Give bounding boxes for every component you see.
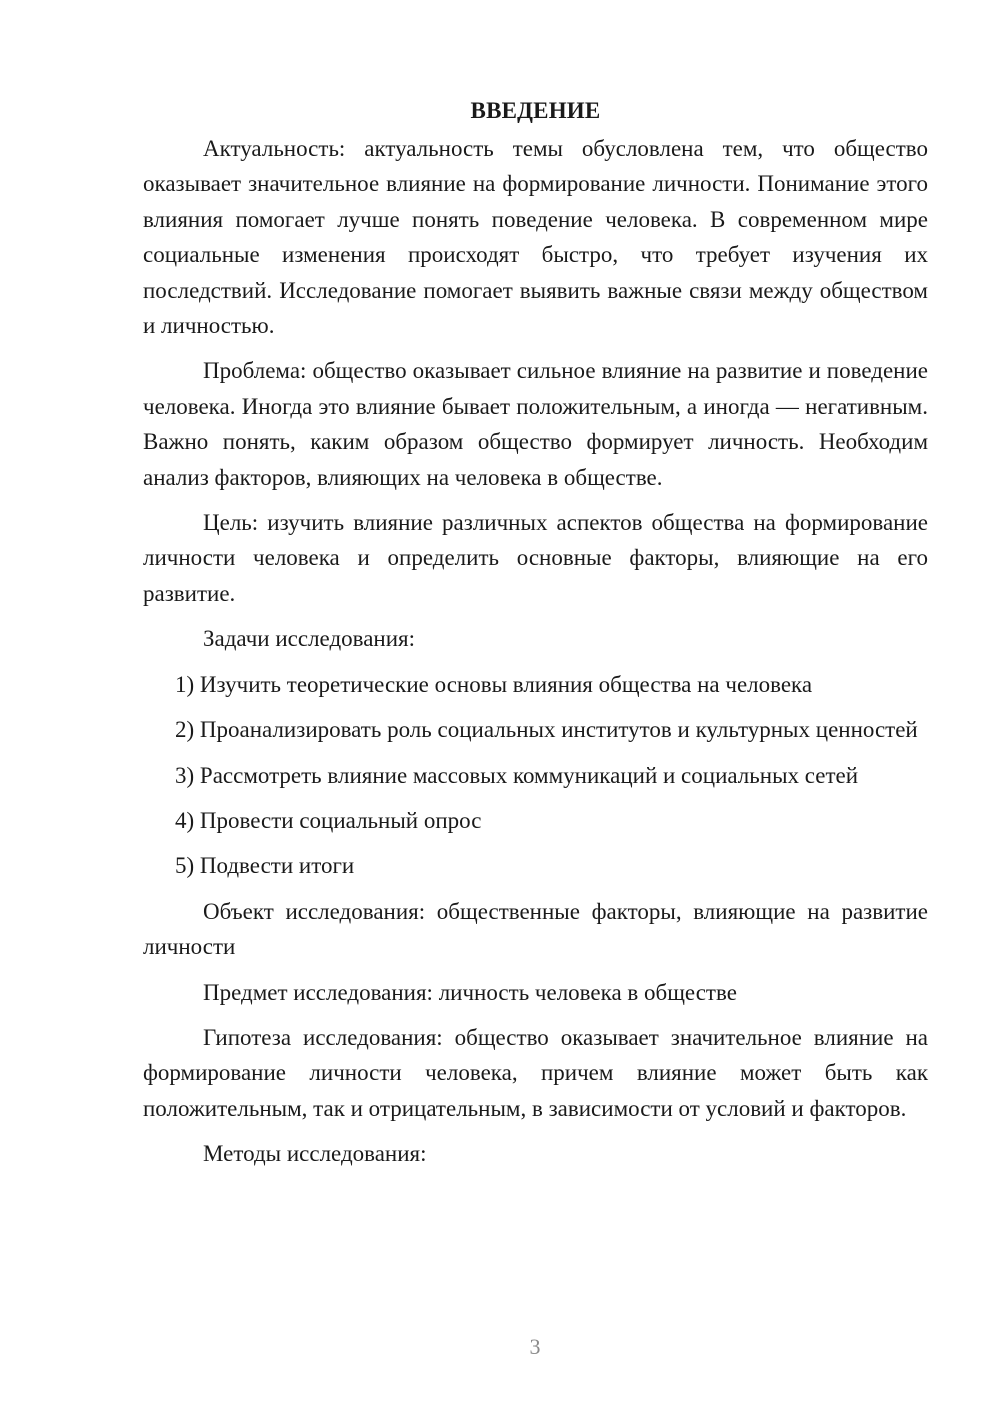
relevance-paragraph: Актуальность: актуальность темы обусловлена тем, что общество оказывает значительное влияние на формирование личности. Понимание этого влияния помогает лучше понять поведение человека. В современном мире социальные изменения происходят быстро, что требует изучения их последствий. Исследование помогает выявить важные связи между обществом и личностью. xyxy=(143,136,928,339)
page-content xyxy=(143,93,928,1182)
task-item: 2) Проанализировать роль социальных институтов и культурных ценностей xyxy=(175,717,918,743)
task-item: 1) Изучить теоретические основы влияния общества на человека xyxy=(175,671,813,697)
page-number: 3 xyxy=(529,1334,541,1359)
tasks-title: Задачи исследования: xyxy=(203,626,416,652)
task-item: 5) Подвести итоги xyxy=(175,853,355,879)
section-heading: ВВЕДЕНИЕ xyxy=(470,98,601,123)
object-paragraph: Объект исследования: общественные факторы, влияющие на развитие личности xyxy=(143,898,928,960)
subject-paragraph: Предмет исследования: личность человека в обществе xyxy=(203,979,737,1005)
problem-paragraph: Проблема: общество оказывает сильное влияние на развитие и поведение человека. Иногда это влияние бывает положительным, а иногда — негативным. Важно понять, каким образом общество формирует личность. Необходим анализ факторов, влияющих на человека в обществе. xyxy=(143,358,928,490)
methods-title: Методы исследования: xyxy=(203,1141,427,1167)
hypothesis-paragraph: Гипотеза исследования: общество оказывает значительное влияние на формирование личности человека, причем влияние может быть как положительным, так и отрицательным, в зависимости от условий и факторов. xyxy=(143,1024,928,1121)
goal-paragraph: Цель: изучить влияние различных аспектов общества на формирование личности человека и определить основные факторы, влияющие на его развитие. xyxy=(143,510,928,606)
task-item: 3) Рассмотреть влияние массовых коммуникаций и социальных сетей xyxy=(175,762,859,788)
task-item: 4) Провести социальный опрос xyxy=(175,807,482,833)
